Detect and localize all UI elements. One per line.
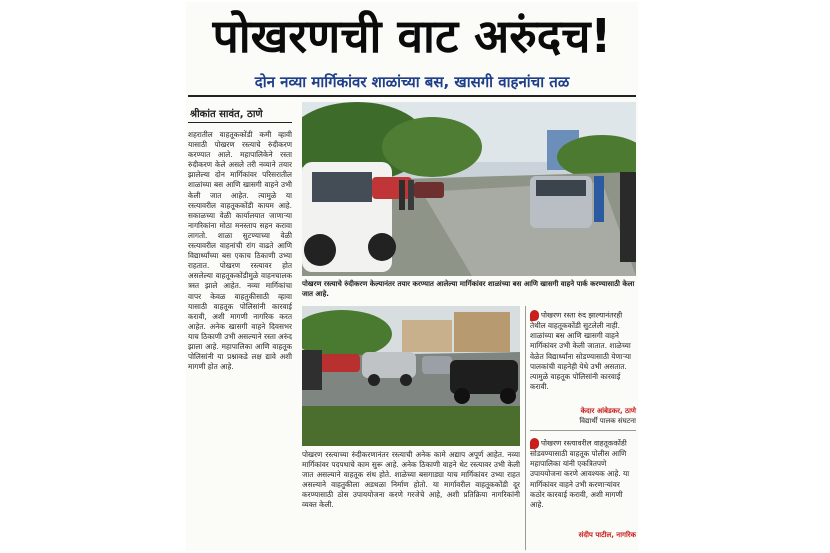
street-photo-middle-image [302, 306, 520, 446]
quote-2-signature [530, 530, 636, 540]
top-photo-caption: पोखरण रस्त्याचे रुंदीकरण केल्यानंतर तयार करण्यात आलेल्या मार्गिकांवर शाळांच्या बस आणि खासगी वाहने पार्क करण्यासाठी केला जात आहे. [302, 280, 635, 298]
byline-rule [188, 122, 292, 123]
quote-box-2 [530, 438, 636, 526]
street-photo-middle [302, 306, 520, 446]
quote-2-text: पोखरण रस्त्यावरील वाहतूककोंडी सोडवण्यासाठी वाहतूक पोलीस आणि महापालिका यांनी एकत्रितपणे उपाययोजना करणे आवश्यक आहे. या मार्गिकांवर वाहने उभी करणाऱ्यांवर कठोर कारवाई करावी, अशी मागणी आहे. [530, 438, 630, 510]
quote-1-org: विद्यार्थी पालक संघटना [579, 417, 636, 425]
headline: पोखरणची वाट अरुंदच! [212, 9, 612, 63]
quote-divider [530, 430, 636, 431]
newspaper-clipping [186, 2, 638, 551]
quote-1-signature [530, 406, 636, 426]
quote-2-name: संदीप पाटील, नागरिक [578, 531, 636, 539]
column-divider [525, 306, 526, 550]
headline-rule [188, 95, 636, 97]
article-left-column: शहरातील वाहतूककोंडी कमी व्हावी यासाठी पोखरण रस्त्याचे रुंदीकरण करण्यात आले. महापालिकेने रस्ता रुंदीकरण केले असले तरी नव्याने तयार झालेल्या दोन मार्गिकांवर परिसरातील शाळांच्या बस आणि खासगी वाहने उभी केली जात आहेत. त्यामुळे या रस्त्यावरील वाहतूककोंडी कायम आहे. सकाळच्या वेळी कार्यालयात जाणाऱ्या नागरिकांना मोठा मनस्ताप सहन करावा लागतो. शाळा सुटण्याच्या वेळी रस्त्यावरील वाहनांची रांग वाढते आणि विद्यार्थ्यांच्या बस एकाच ठिकाणी उभ्या राहतात. पोखरण रस्त्यावर होत असलेल्या वाहतूककोंडीमुळे वाहनचालक त्रस्त झाले आहेत. नव्या मार्गिकांचा वापर केवळ वाहतुकीसाठी व्हावा यासाठी वाहतूक पोलिसांनी कारवाई करावी, अशी मागणी नागरिक करत आहेत. अनेक खासगी वाहने दिवसभर याच ठिकाणी उभी असल्याने रस्ता अरुंद झाला आहे. महापालिका आणि वाहतूक पोलिसांनी या प्रश्नाकडे लक्ष द्यावे अशी मागणी होत आहे. [188, 130, 292, 372]
quote-1-name: केदार आंबेडकर, ठाणे [580, 407, 636, 415]
article-middle-column: पोखरण रस्त्याच्या रुंदीकरणानंतर रस्त्याची अनेक कामे अद्याप अपूर्ण आहेत. नव्या मार्गिकांवर पदपथाचे काम सुरू आहे. अनेक ठिकाणी वाहने थेट रस्त्यावर उभी केली जात असल्याने वाहतूक संथ होते. शाळेच्या बसगाड्या याच मार्गिकांवर उभ्या राहत असल्याने वाहतुकीला अडथळा निर्माण होतो. या मार्गावरील वाहतूककोंडी दूर करण्यासाठी ठोस उपाययोजना करणे गरजेचे आहे, अशी प्रतिक्रिया नागरिकांनी व्यक्त केली. [302, 450, 520, 510]
street-photo-top [302, 102, 636, 276]
street-photo-top-image [302, 102, 636, 276]
quote-mark-icon [530, 438, 539, 449]
subheadline: दोन नव्या मार्गिकांवर शाळांच्या बस, खासगी वाहनांचा तळ [254, 73, 570, 91]
byline: श्रीकांत सावंत, ठाणे [190, 109, 263, 120]
quote-box-1 [530, 310, 636, 398]
quote-1-text: पोखरण रस्ता रुंद झाल्यानंतरही तेथील वाहतूककोंडी सुटलेली नाही. शाळांच्या बस आणि खासगी वाहने मार्गिकांवर उभी केली जातात. शाळेच्या वेळेत विद्यार्थ्यांना सोडण्यासाठी येणाऱ्या पालकांची वाहनेही येथे उभी असतात. त्यामुळे वाहतूक पोलिसांनी कारवाई करावी. [530, 310, 632, 392]
quote-mark-icon [530, 310, 539, 321]
